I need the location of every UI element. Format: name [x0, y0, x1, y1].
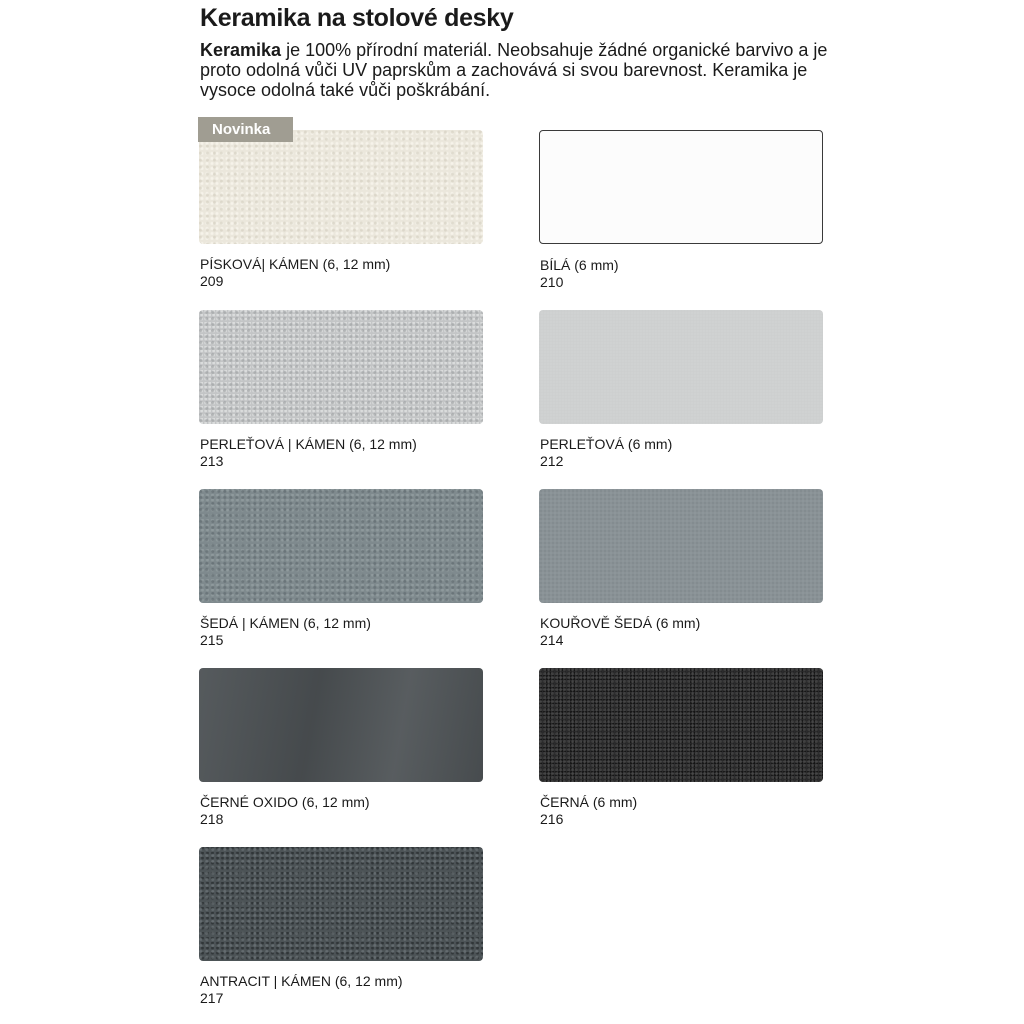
swatch-label: BÍLÁ (6 mm)	[540, 257, 619, 273]
swatch-code: 212	[540, 453, 564, 469]
swatch-caption-215	[200, 615, 371, 649]
swatch-label: PERLEŤOVÁ (6 mm)	[540, 436, 673, 452]
intro-paragraph	[200, 40, 840, 100]
page-title: Keramika na stolové desky	[200, 4, 514, 32]
swatch-210[interactable]	[539, 130, 823, 244]
swatch-216[interactable]	[539, 668, 823, 782]
swatch-209[interactable]	[199, 130, 483, 244]
swatch-caption-214	[540, 615, 700, 649]
swatch-212[interactable]	[539, 310, 823, 424]
swatch-215[interactable]	[199, 489, 483, 603]
swatch-caption-218	[200, 794, 370, 828]
new-badge: Novinka	[198, 117, 293, 142]
swatch-caption-217	[200, 973, 403, 1007]
swatch-214[interactable]	[539, 489, 823, 603]
swatch-caption-213	[200, 436, 417, 470]
swatch-code: 218	[200, 811, 224, 827]
swatch-label: PERLEŤOVÁ | KÁMEN (6, 12 mm)	[200, 436, 417, 452]
intro-text: je 100% přírodní materiál. Neobsahuje žádné organické barvivo a je proto odolná vůči UV paprskům a zachovává si svou barevnost. Keramika je vysoce odolná také vůči poškrábání.	[200, 40, 828, 100]
swatch-code: 209	[200, 273, 224, 289]
swatch-caption-210	[540, 257, 619, 291]
swatch-code: 213	[200, 453, 224, 469]
swatch-code: 215	[200, 632, 224, 648]
swatch-code: 210	[540, 274, 564, 290]
swatch-label: ČERNÉ OXIDO (6, 12 mm)	[200, 794, 370, 810]
swatch-label: ČERNÁ (6 mm)	[540, 794, 638, 810]
swatch-label: ANTRACIT | KÁMEN (6, 12 mm)	[200, 973, 403, 989]
swatch-217[interactable]	[199, 847, 483, 961]
swatch-code: 216	[540, 811, 564, 827]
swatch-caption-212	[540, 436, 672, 470]
swatch-label: ŠEDÁ | KÁMEN (6, 12 mm)	[200, 615, 371, 631]
swatch-label: KOUŘOVĚ ŠEDÁ (6 mm)	[540, 615, 701, 631]
swatch-218[interactable]	[199, 668, 483, 782]
swatch-code: 214	[540, 632, 564, 648]
swatch-code: 217	[200, 990, 224, 1006]
swatch-213[interactable]	[199, 310, 483, 424]
swatch-caption-216	[540, 794, 637, 828]
swatch-label: PÍSKOVÁ| KÁMEN (6, 12 mm)	[200, 256, 391, 272]
intro-bold: Keramika	[200, 40, 282, 60]
swatch-caption-209	[200, 256, 390, 290]
